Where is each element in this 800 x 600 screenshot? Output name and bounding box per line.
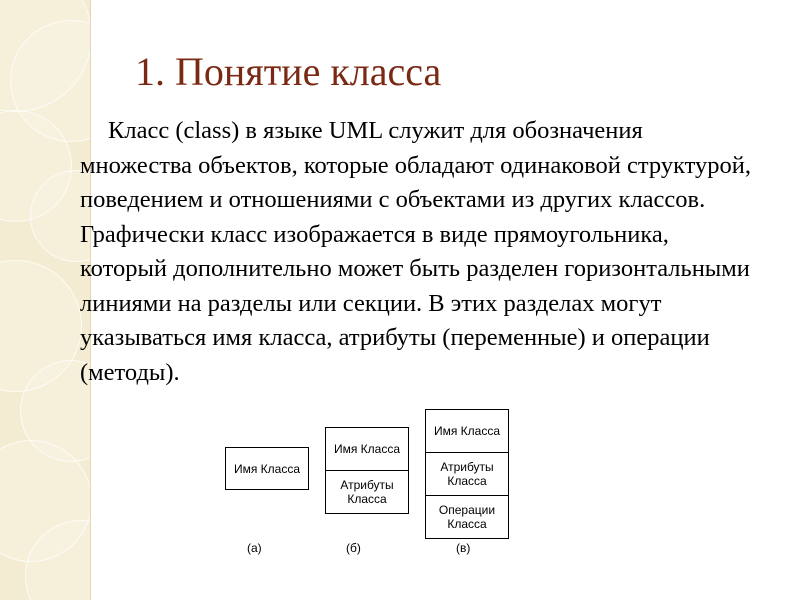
uml-class-attributes-c: Атрибуты Класса [426, 452, 508, 495]
uml-class-name-b: Имя Класса [333, 442, 401, 456]
decorative-side-band [0, 0, 90, 600]
uml-class-name-a: Имя Класса [233, 461, 301, 476]
uml-class-name-c: Имя Класса [433, 424, 501, 438]
uml-class-box-a [225, 447, 309, 490]
uml-class-operations-c: Операции Класса [426, 495, 508, 538]
caption-c: (в) [456, 541, 471, 555]
uml-class-box-b [325, 427, 409, 514]
slide-title: 1. Понятие класса [135, 49, 442, 94]
caption-a: (а) [247, 541, 262, 555]
uml-class-attributes-b: Атрибуты Класса [326, 470, 408, 513]
caption-b: (б) [346, 541, 361, 555]
uml-class-box-c [425, 409, 509, 539]
slide-paragraph: Класс (class) в языке UML служит для обозначения множества объектов, которые обладают одинаковой структурой, поведением и отношениями с объектами из других классов. Графически класс изображается в виде прямоугольника, который дополнительно может быть разделен горизонтальными линиями на разделы или секции. В этих разделах могут указываться имя класса, атрибуты (переменные) и операции (методы). [80, 117, 752, 386]
